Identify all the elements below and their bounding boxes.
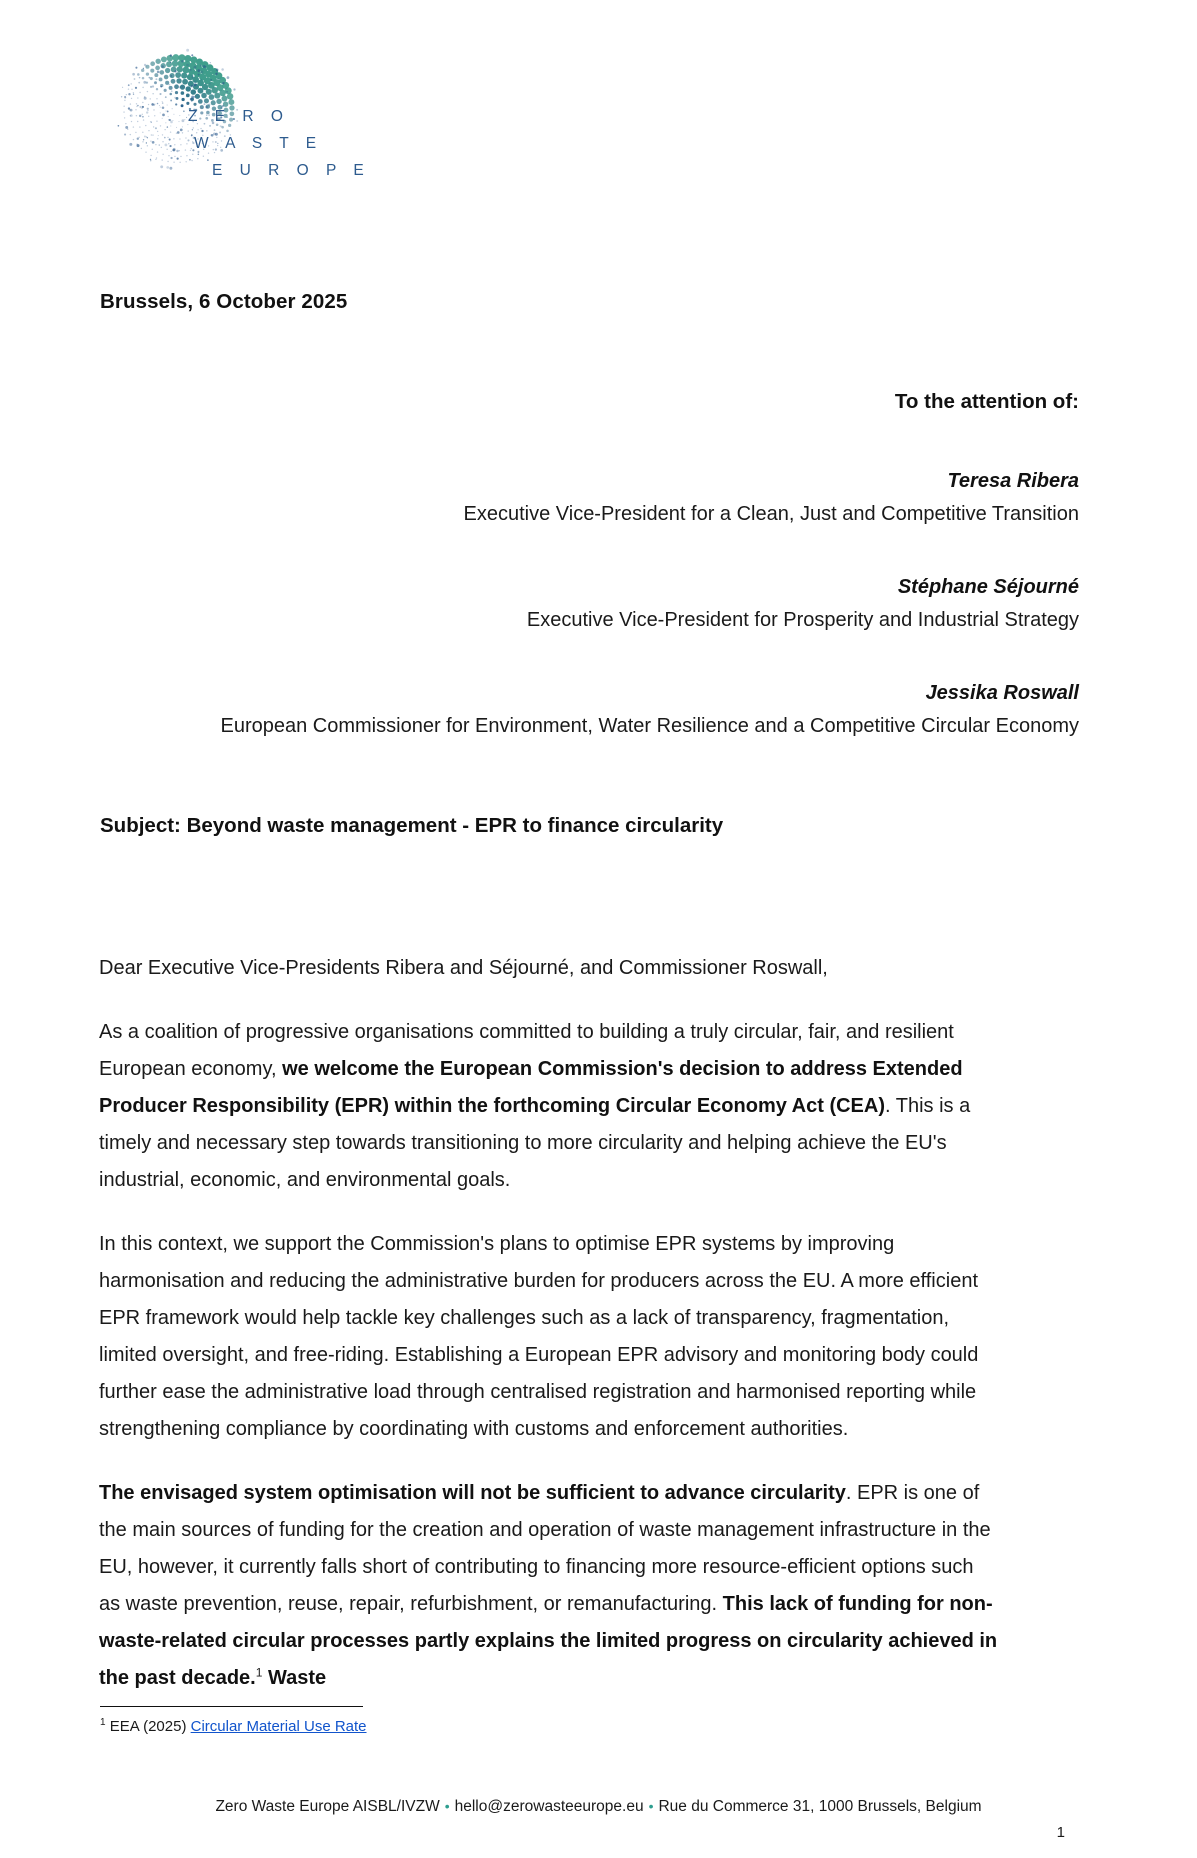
footnote-marker: 1 bbox=[100, 1717, 106, 1728]
recipient-name: Stéphane Séjourné bbox=[897, 576, 1079, 598]
footnote-reference-marker: 1 bbox=[255, 1665, 263, 1680]
footer-org: Zero Waste Europe AISBL/IVZW bbox=[215, 1798, 440, 1815]
recipient-title: European Commissioner for Environment, Water Resilience and a Competitive Circular Economy bbox=[220, 715, 1079, 737]
footer-email: hello@zerowasteeurope.eu bbox=[454, 1798, 644, 1815]
zero-waste-europe-logo bbox=[100, 48, 371, 179]
footnote-prefix: EEA (2025) bbox=[105, 1718, 191, 1735]
p1-text-a: As a coalition of progressive organisations committed to building a truly circular, fair, and resilient European economy, bbox=[99, 1021, 954, 1080]
subject-line: Subject: Beyond waste management - EPR to finance circularity bbox=[100, 814, 724, 837]
recipient-title: Executive Vice-President for a Clean, Just and Competitive Transition bbox=[463, 503, 1079, 525]
logo-line-waste: W A S T E bbox=[194, 135, 323, 152]
body-paragraph-2: In this context, we support the Commission's plans to optimise EPR systems by improving harmonisation and reducing the administrative burden for producers across the EU. A more efficient EPR framework would help tackle key challenges such as a lack of transparency, fragmentation, limited oversight, and free-riding. Establishing a European EPR advisory and monitoring body could further ease the administrative load through centralised registration and harmonised reporting while strengthening compliance by coordinating with customs and enforcement authorities. bbox=[99, 1233, 979, 1440]
footnote-separator-rule bbox=[100, 1706, 363, 1707]
p1-bold-run: we welcome the European Commission's decision to address Extended Producer Responsibility (EPR) within the forthcoming Circular Economy Act (CEA) bbox=[99, 1058, 963, 1117]
recipient-title: Executive Vice-President for Prosperity and Industrial Strategy bbox=[526, 609, 1079, 631]
p3-bold-run-3: Waste bbox=[262, 1667, 327, 1689]
attention-heading: To the attention of: bbox=[894, 390, 1079, 413]
recipient-entry bbox=[199, 470, 1079, 526]
page-number: 1 bbox=[1056, 1824, 1065, 1841]
recipient-entry bbox=[199, 682, 1079, 738]
letter-body bbox=[99, 950, 999, 1697]
p3-bold-run-1: The envisaged system optimisation will not be sufficient to advance circularity bbox=[99, 1482, 846, 1504]
p3-bold-run-2: This lack of funding for non-waste-related circular processes partly explains the limited progress on circularity achieved in the past decade. bbox=[99, 1593, 998, 1689]
footnote-link-circular-material-use-rate[interactable]: Circular Material Use Rate bbox=[190, 1718, 367, 1735]
logo-line-europe: E U R O P E bbox=[212, 162, 371, 179]
footer-separator-dot-icon: • bbox=[444, 1798, 450, 1814]
footer-address: Rue du Commerce 31, 1000 Brussels, Belgium bbox=[658, 1798, 982, 1815]
page-footer bbox=[0, 1798, 1197, 1816]
p3-text-a: . EPR is one of the main sources of funding for the creation and operation of waste management infrastructure in the EU, however, it currently falls short of contributing to financing more resource-efficient options such as waste prevention, reuse, repair, refurbishment, or remanufacturing. bbox=[99, 1482, 991, 1615]
recipient-name: Jessika Roswall bbox=[925, 682, 1079, 704]
recipient-block bbox=[199, 390, 1079, 738]
recipient-name: Teresa Ribera bbox=[947, 470, 1079, 492]
body-paragraph-1 bbox=[99, 1014, 999, 1199]
footnote bbox=[100, 1718, 367, 1735]
footer-separator-dot-icon: • bbox=[648, 1798, 654, 1814]
date-line: Brussels, 6 October 2025 bbox=[100, 290, 348, 313]
salutation-paragraph: Dear Executive Vice-Presidents Ribera and Séjourné, and Commissioner Roswall, bbox=[99, 957, 828, 979]
p1-text-b: . This is a timely and necessary step towards transitioning to more circularity and helping achieve the EU's industrial, economic, and environmental goals. bbox=[99, 1095, 971, 1191]
logo-line-zero: Z E R O bbox=[188, 108, 290, 125]
logo-dot-pattern-icon bbox=[100, 48, 330, 173]
body-paragraph-3 bbox=[99, 1475, 999, 1697]
recipient-entry bbox=[199, 576, 1079, 632]
